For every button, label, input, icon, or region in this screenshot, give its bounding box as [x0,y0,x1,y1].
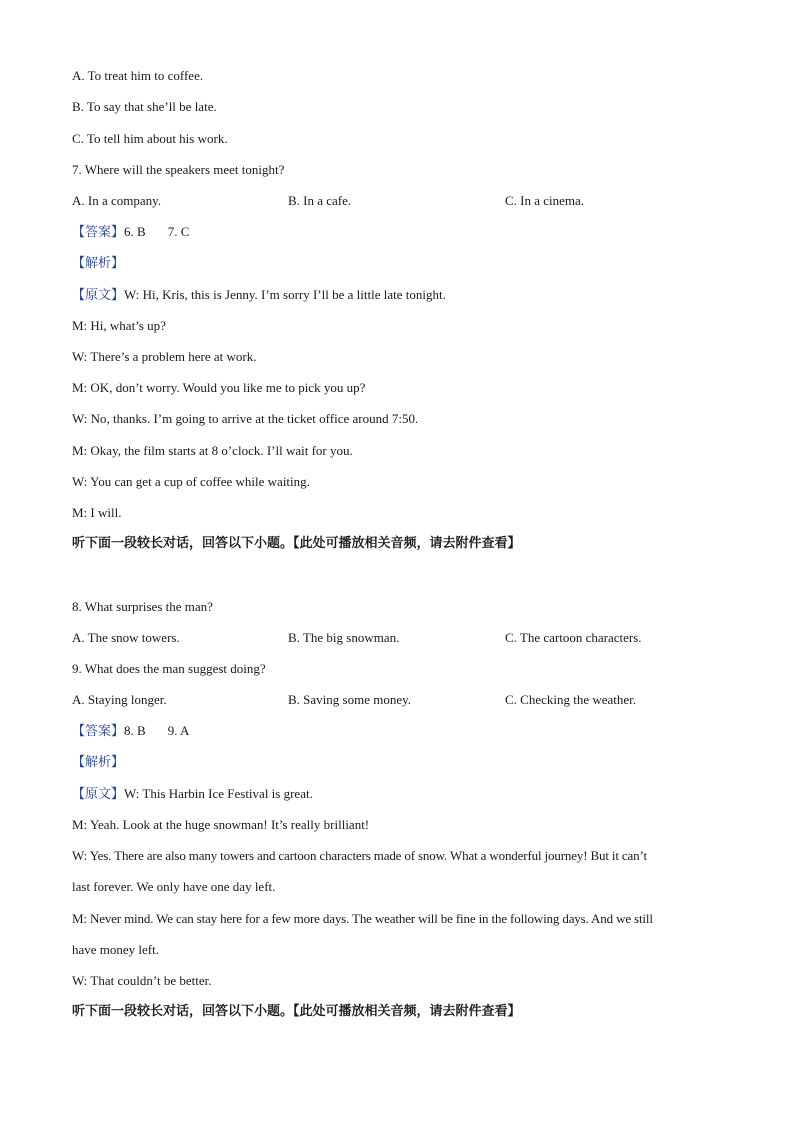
transcript-line-8: M: I will. [72,505,122,520]
listening-instruction-2: 听下面一段较长对话，回答以下小题。【此处可播放相关音频，请去附件查看】 [72,1004,521,1019]
q9-option-b: B. Saving some money. [288,692,412,707]
answer-tag: 【答案】 [72,225,125,240]
answer-line-1 [72,223,189,242]
q6-option-b: B. To say that she’ll be late. [72,99,217,114]
q7-option-a: A. In a company. [72,193,162,208]
answer-line-2 [72,722,189,741]
transcript-tag: 【原文】 [72,787,125,802]
transcript-line-7: W: You can get a cup of coffee while waiting. [72,474,310,489]
analysis-heading-1 [72,254,124,273]
transcript-text: W: Hi, Kris, this is Jenny. I’m sorry I’ll be a little late tonight. [124,287,446,302]
transcript-tag: 【原文】 [72,288,125,303]
q7-option-c: C. In a cinema. [505,193,585,208]
q8-option-c: C. The cartoon characters. [505,630,642,645]
analysis-tag: 【解析】 [72,256,125,271]
transcript2-line-3a: W: Yes. There are also many towers and cartoon characters made of snow. What a wonderful journey! But it can’t [72,848,647,863]
transcript2-line-3b: last forever. We only have one day left. [72,879,276,894]
analysis-tag: 【解析】 [72,755,125,770]
transcript-line-3: W: There’s a problem here at work. [72,349,257,364]
transcript2-line-5: W: That couldn’t be better. [72,973,212,988]
transcript-line-2: M: Hi, what’s up? [72,318,166,333]
analysis-heading-2 [72,753,124,772]
q9-question: 9. What does the man suggest doing? [72,661,266,676]
answer-6: 6. B [124,224,146,239]
q6-option-a: A. To treat him to coffee. [72,68,204,83]
listening-instruction-1: 听下面一段较长对话，回答以下小题。【此处可播放相关音频，请去附件查看】 [72,536,521,551]
q6-option-c: C. To tell him about his work. [72,131,228,146]
transcript-line-6: M: Okay, the film starts at 8 o’clock. I’ll wait for you. [72,443,353,458]
q8-question: 8. What surprises the man? [72,599,213,614]
transcript-line-1 [72,286,446,305]
q7-option-b: B. In a cafe. [288,193,352,208]
q8-option-a: A. The snow towers. [72,630,180,645]
answer-9: 9. A [167,723,190,738]
transcript-line-4: M: OK, don’t worry. Would you like me to pick you up? [72,380,366,395]
transcript-line-5: W: No, thanks. I’m going to arrive at the ticket office around 7:50. [72,411,419,426]
q9-option-a: A. Staying longer. [72,692,167,707]
transcript-text: W: This Harbin Ice Festival is great. [124,786,313,801]
transcript2-line-2: M: Yeah. Look at the huge snowman! It’s really brilliant! [72,817,370,832]
transcript2-line-1 [72,785,313,804]
answer-tag: 【答案】 [72,724,125,739]
transcript2-line-4b: have money left. [72,942,159,957]
q8-option-b: B. The big snowman. [288,630,400,645]
transcript2-line-4a: M: Never mind. We can stay here for a few more days. The weather will be fine in the following days. And we still [72,911,653,926]
answer-8: 8. B [124,723,146,738]
q9-option-c: C. Checking the weather. [505,692,637,707]
answer-7: 7. C [167,224,190,239]
q7-question: 7. Where will the speakers meet tonight? [72,162,285,177]
